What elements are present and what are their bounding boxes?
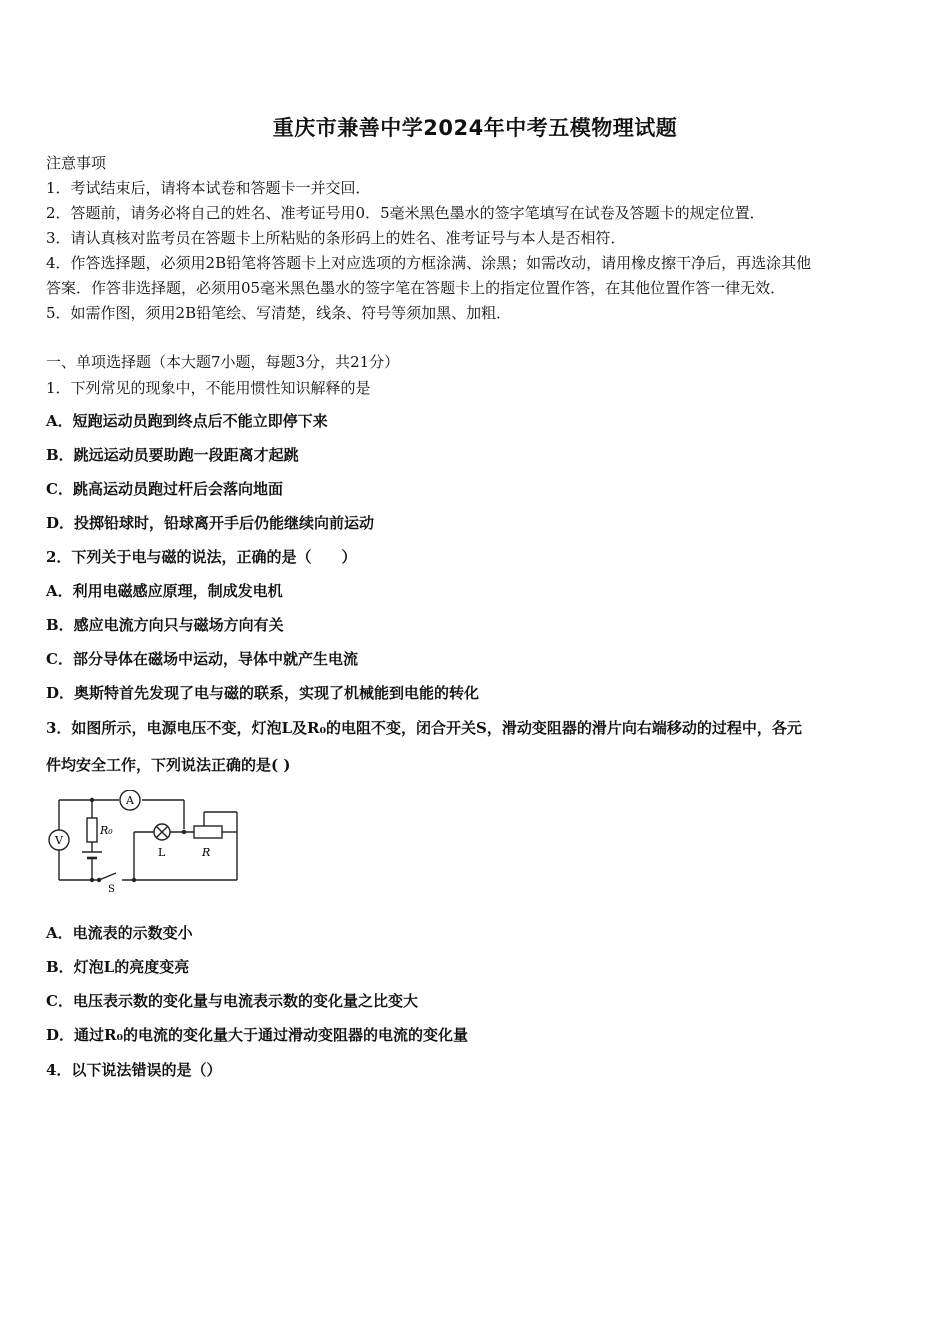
junction-dot bbox=[182, 830, 186, 834]
question-3-stem-line1: 3．如图所示，电源电压不变，灯泡L及R₀的电阻不变，闭合开关S，滑动变阻器的滑片向右端移动的过程中，各元 bbox=[46, 719, 802, 737]
question-3-option-d: D．通过R₀的电流的变化量大于通过滑动变阻器的电流的变化量 bbox=[46, 1026, 469, 1044]
question-1-option-c: C．跳高运动员跑过杆后会落向地面 bbox=[46, 480, 283, 498]
section-heading: 一、单项选择题（本大题7小题，每题3分，共21分） bbox=[46, 353, 400, 371]
note-item: 3．请认真核对监考员在答题卡上所粘贴的条形码上的姓名、准考证号与本人是否相符． bbox=[46, 229, 626, 247]
question-1-option-a: A．短跑运动员跑到终点后不能立即停下来 bbox=[46, 412, 328, 430]
question-1-option-d: D．投掷铅球时，铅球离开手后仍能继续向前运动 bbox=[46, 514, 375, 532]
switch-blade bbox=[99, 873, 116, 880]
question-2-option-d: D．奥斯特首先发现了电与磁的联系，实现了机械能到电能的转化 bbox=[46, 684, 480, 702]
note-item: 答案．作答非选择题，必须用05毫米黑色墨水的签字笔在答题卡上的指定位置作答，在其他位置作答一律无效． bbox=[46, 279, 786, 297]
question-1-option-b: B．跳远运动员要助跑一段距离才起跳 bbox=[46, 446, 299, 464]
question-3-option-c: C．电压表示数的变化量与电流表示数的变化量之比变大 bbox=[46, 992, 418, 1010]
rheostat-label: R bbox=[202, 846, 211, 859]
switch-label: S bbox=[108, 884, 115, 895]
page-title: 重庆市兼善中学2024年中考五模物理试题 bbox=[272, 116, 678, 140]
question-3-option-b: B．灯泡L的亮度变亮 bbox=[46, 958, 190, 976]
notes-heading: 注意事项 bbox=[46, 154, 107, 172]
switch-pivot-dot bbox=[97, 878, 101, 882]
junction-dot bbox=[90, 878, 94, 882]
question-2-option-b: B．感应电流方向只与磁场方向有关 bbox=[46, 616, 284, 634]
voltmeter-label: V bbox=[55, 834, 63, 847]
rheostat-body bbox=[194, 826, 222, 838]
junction-dot bbox=[132, 878, 136, 882]
note-item: 4．作答选择题，必须用2B铅笔将答题卡上对应选项的方框涂满、涂黑；如需改动，请用橡皮擦干净后，再选涂其他 bbox=[46, 254, 812, 272]
junction-dot bbox=[90, 798, 94, 802]
r0-label: R₀ bbox=[100, 824, 113, 837]
question-2-option-c: C．部分导体在磁场中运动，导体中就产生电流 bbox=[46, 650, 358, 668]
circuit-diagram bbox=[44, 790, 244, 900]
question-4-stem: 4．以下说法错误的是（） bbox=[46, 1061, 222, 1079]
question-2-option-a: A．利用电磁感应原理，制成发电机 bbox=[46, 582, 283, 600]
question-1-stem: 1．下列常见的现象中，不能用惯性知识解释的是 bbox=[46, 379, 371, 397]
note-item: 5．如需作图，须用2B铅笔绘、写清楚，线条、符号等须加黑、加粗． bbox=[46, 304, 512, 322]
note-item: 2．答题前，请务必将自己的姓名、准考证号用0．5毫米黑色墨水的签字笔填写在试卷及答题卡的规定位置． bbox=[46, 204, 765, 222]
lamp-label: L bbox=[158, 846, 166, 859]
note-item: 1．考试结束后，请将本试卷和答题卡一并交回． bbox=[46, 179, 371, 197]
question-3-stem-line2: 件均安全工作，下列说法正确的是( ) bbox=[46, 756, 291, 774]
r0-resistor bbox=[87, 818, 97, 842]
ammeter-label: A bbox=[126, 794, 134, 807]
question-2-stem: 2．下列关于电与磁的说法，正确的是（ ） bbox=[46, 548, 357, 566]
question-3-option-a: A．电流表的示数变小 bbox=[46, 924, 193, 942]
